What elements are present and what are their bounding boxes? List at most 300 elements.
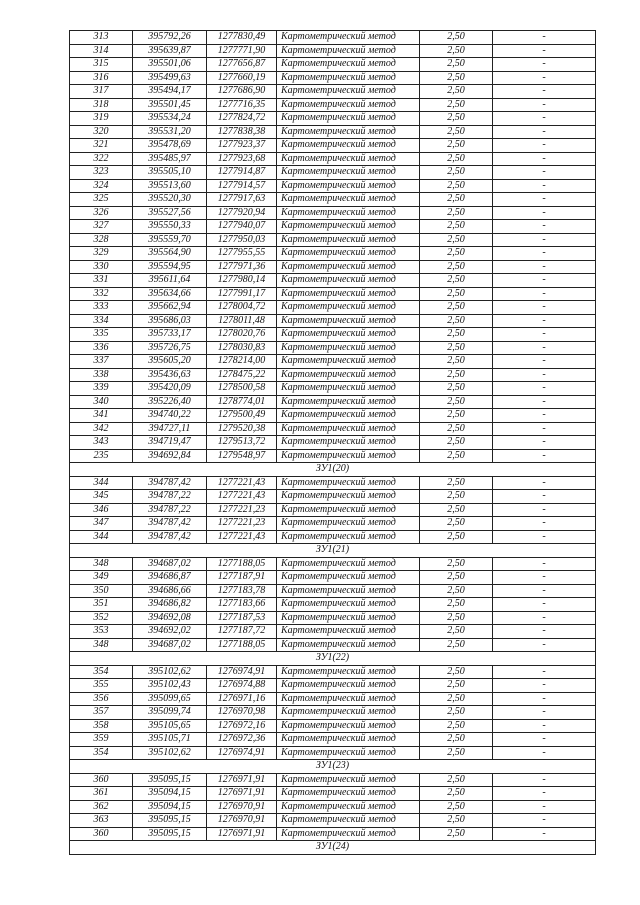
- extra-cell: -: [493, 449, 596, 463]
- table-row: [70, 220, 596, 234]
- y-coordinate-cell: 1279520,38: [207, 422, 277, 436]
- method-cell: Картометрический метод: [277, 85, 420, 99]
- x-coordinate-cell: 394740,22: [133, 409, 207, 423]
- document-page: [69, 30, 596, 855]
- extra-cell: -: [493, 260, 596, 274]
- x-coordinate-cell: 395686,03: [133, 314, 207, 328]
- accuracy-cell: 2,50: [420, 530, 493, 544]
- x-coordinate-cell: 395102,62: [133, 665, 207, 679]
- x-coordinate-cell: 395105,65: [133, 719, 207, 733]
- point-number-cell: 343: [70, 436, 133, 450]
- extra-cell: -: [493, 233, 596, 247]
- x-coordinate-cell: 394787,42: [133, 476, 207, 490]
- method-cell: Картометрический метод: [277, 355, 420, 369]
- x-coordinate-cell: 395726,75: [133, 341, 207, 355]
- method-cell: Картометрический метод: [277, 341, 420, 355]
- table-row: [70, 341, 596, 355]
- x-coordinate-cell: 394687,02: [133, 557, 207, 571]
- method-cell: Картометрический метод: [277, 31, 420, 45]
- accuracy-cell: 2,50: [420, 220, 493, 234]
- extra-cell: -: [493, 679, 596, 693]
- y-coordinate-cell: 1277920,94: [207, 206, 277, 220]
- method-cell: Картометрический метод: [277, 814, 420, 828]
- accuracy-cell: 2,50: [420, 625, 493, 639]
- y-coordinate-cell: 1277771,90: [207, 44, 277, 58]
- accuracy-cell: 2,50: [420, 733, 493, 747]
- x-coordinate-cell: 395420,09: [133, 382, 207, 396]
- point-number-cell: 341: [70, 409, 133, 423]
- table-row: [70, 233, 596, 247]
- accuracy-cell: 2,50: [420, 422, 493, 436]
- table-row: [70, 814, 596, 828]
- point-number-cell: 340: [70, 395, 133, 409]
- accuracy-cell: 2,50: [420, 125, 493, 139]
- extra-cell: -: [493, 814, 596, 828]
- y-coordinate-cell: 1277187,91: [207, 571, 277, 585]
- table-row: [70, 611, 596, 625]
- table-row: [70, 436, 596, 450]
- extra-cell: -: [493, 773, 596, 787]
- method-cell: Картометрический метод: [277, 112, 420, 126]
- y-coordinate-cell: 1276974,91: [207, 746, 277, 760]
- accuracy-cell: 2,50: [420, 58, 493, 72]
- method-cell: Картометрический метод: [277, 382, 420, 396]
- extra-cell: -: [493, 557, 596, 571]
- y-coordinate-cell: 1277183,66: [207, 598, 277, 612]
- method-cell: Картометрический метод: [277, 422, 420, 436]
- y-coordinate-cell: 1276971,16: [207, 692, 277, 706]
- method-cell: Картометрический метод: [277, 247, 420, 261]
- accuracy-cell: 2,50: [420, 179, 493, 193]
- x-coordinate-cell: 395499,63: [133, 71, 207, 85]
- point-number-cell: 353: [70, 625, 133, 639]
- extra-cell: -: [493, 58, 596, 72]
- extra-cell: -: [493, 476, 596, 490]
- method-cell: Картометрический метод: [277, 490, 420, 504]
- table-row: [70, 800, 596, 814]
- y-coordinate-cell: 1277221,43: [207, 476, 277, 490]
- point-number-cell: 322: [70, 152, 133, 166]
- point-number-cell: 346: [70, 503, 133, 517]
- table-row: [70, 274, 596, 288]
- point-number-cell: 345: [70, 490, 133, 504]
- x-coordinate-cell: 395564,90: [133, 247, 207, 261]
- x-coordinate-cell: 394686,66: [133, 584, 207, 598]
- accuracy-cell: 2,50: [420, 44, 493, 58]
- point-number-cell: 337: [70, 355, 133, 369]
- x-coordinate-cell: 395501,45: [133, 98, 207, 112]
- extra-cell: -: [493, 733, 596, 747]
- point-number-cell: 357: [70, 706, 133, 720]
- method-cell: Картометрический метод: [277, 611, 420, 625]
- x-coordinate-cell: 395792,26: [133, 31, 207, 45]
- extra-cell: -: [493, 827, 596, 841]
- y-coordinate-cell: 1277955,55: [207, 247, 277, 261]
- y-coordinate-cell: 1278214,00: [207, 355, 277, 369]
- y-coordinate-cell: 1278020,76: [207, 328, 277, 342]
- table-row: [70, 395, 596, 409]
- x-coordinate-cell: 395105,71: [133, 733, 207, 747]
- y-coordinate-cell: 1277940,07: [207, 220, 277, 234]
- point-number-cell: 360: [70, 773, 133, 787]
- point-number-cell: 333: [70, 301, 133, 315]
- extra-cell: -: [493, 220, 596, 234]
- table-row: [70, 679, 596, 693]
- accuracy-cell: 2,50: [420, 517, 493, 531]
- point-number-cell: 327: [70, 220, 133, 234]
- extra-cell: -: [493, 409, 596, 423]
- point-number-cell: 352: [70, 611, 133, 625]
- point-number-cell: 355: [70, 679, 133, 693]
- extra-cell: -: [493, 71, 596, 85]
- y-coordinate-cell: 1276971,91: [207, 787, 277, 801]
- table-row: [70, 382, 596, 396]
- y-coordinate-cell: 1277188,05: [207, 638, 277, 652]
- x-coordinate-cell: 394787,22: [133, 503, 207, 517]
- extra-cell: -: [493, 517, 596, 531]
- x-coordinate-cell: 394692,08: [133, 611, 207, 625]
- section-header-row: [70, 544, 596, 558]
- extra-cell: -: [493, 139, 596, 153]
- x-coordinate-cell: 394787,42: [133, 517, 207, 531]
- table-row: [70, 179, 596, 193]
- method-cell: Картометрический метод: [277, 368, 420, 382]
- point-number-cell: 335: [70, 328, 133, 342]
- x-coordinate-cell: 395102,43: [133, 679, 207, 693]
- extra-cell: -: [493, 287, 596, 301]
- y-coordinate-cell: 1277923,68: [207, 152, 277, 166]
- accuracy-cell: 2,50: [420, 301, 493, 315]
- table-row: [70, 206, 596, 220]
- method-cell: Картометрический метод: [277, 125, 420, 139]
- extra-cell: -: [493, 787, 596, 801]
- y-coordinate-cell: 1278475,22: [207, 368, 277, 382]
- table-row: [70, 44, 596, 58]
- y-coordinate-cell: 1276971,91: [207, 773, 277, 787]
- y-coordinate-cell: 1277824,72: [207, 112, 277, 126]
- point-number-cell: 362: [70, 800, 133, 814]
- y-coordinate-cell: 1277221,43: [207, 490, 277, 504]
- extra-cell: -: [493, 584, 596, 598]
- table-row: [70, 125, 596, 139]
- x-coordinate-cell: 395436,63: [133, 368, 207, 382]
- accuracy-cell: 2,50: [420, 827, 493, 841]
- extra-cell: -: [493, 274, 596, 288]
- accuracy-cell: 2,50: [420, 112, 493, 126]
- x-coordinate-cell: 395226,40: [133, 395, 207, 409]
- point-number-cell: 325: [70, 193, 133, 207]
- accuracy-cell: 2,50: [420, 746, 493, 760]
- x-coordinate-cell: 395102,62: [133, 746, 207, 760]
- y-coordinate-cell: 1277221,23: [207, 517, 277, 531]
- y-coordinate-cell: 1278004,72: [207, 301, 277, 315]
- accuracy-cell: 2,50: [420, 152, 493, 166]
- method-cell: Картометрический метод: [277, 449, 420, 463]
- extra-cell: -: [493, 598, 596, 612]
- y-coordinate-cell: 1277660,19: [207, 71, 277, 85]
- y-coordinate-cell: 1277716,35: [207, 98, 277, 112]
- method-cell: Картометрический метод: [277, 409, 420, 423]
- y-coordinate-cell: 1279513,72: [207, 436, 277, 450]
- method-cell: Картометрический метод: [277, 571, 420, 585]
- extra-cell: -: [493, 571, 596, 585]
- table-row: [70, 422, 596, 436]
- table-row: [70, 490, 596, 504]
- y-coordinate-cell: 1277914,57: [207, 179, 277, 193]
- point-number-cell: 334: [70, 314, 133, 328]
- method-cell: Картометрический метод: [277, 530, 420, 544]
- x-coordinate-cell: 394687,02: [133, 638, 207, 652]
- y-coordinate-cell: 1278774,01: [207, 395, 277, 409]
- accuracy-cell: 2,50: [420, 787, 493, 801]
- y-coordinate-cell: 1277656,87: [207, 58, 277, 72]
- point-number-cell: 350: [70, 584, 133, 598]
- point-number-cell: 363: [70, 814, 133, 828]
- extra-cell: -: [493, 206, 596, 220]
- extra-cell: -: [493, 436, 596, 450]
- point-number-cell: 344: [70, 530, 133, 544]
- method-cell: Картометрический метод: [277, 827, 420, 841]
- table-row: [70, 152, 596, 166]
- method-cell: Картометрический метод: [277, 719, 420, 733]
- table-row: [70, 746, 596, 760]
- accuracy-cell: 2,50: [420, 166, 493, 180]
- table-row: [70, 517, 596, 531]
- table-row: [70, 260, 596, 274]
- method-cell: Картометрический метод: [277, 638, 420, 652]
- x-coordinate-cell: 395559,70: [133, 233, 207, 247]
- table-row: [70, 733, 596, 747]
- method-cell: Картометрический метод: [277, 679, 420, 693]
- accuracy-cell: 2,50: [420, 503, 493, 517]
- x-coordinate-cell: 395505,10: [133, 166, 207, 180]
- table-row: [70, 625, 596, 639]
- section-header-row: [70, 652, 596, 666]
- y-coordinate-cell: 1277914,87: [207, 166, 277, 180]
- extra-cell: -: [493, 179, 596, 193]
- table-row: [70, 584, 596, 598]
- coordinates-table-body: [70, 31, 596, 855]
- extra-cell: -: [493, 706, 596, 720]
- y-coordinate-cell: 1278011,48: [207, 314, 277, 328]
- method-cell: Картометрический метод: [277, 800, 420, 814]
- accuracy-cell: 2,50: [420, 800, 493, 814]
- accuracy-cell: 2,50: [420, 139, 493, 153]
- y-coordinate-cell: 1277971,36: [207, 260, 277, 274]
- point-number-cell: 331: [70, 274, 133, 288]
- point-number-cell: 348: [70, 638, 133, 652]
- point-number-cell: 336: [70, 341, 133, 355]
- accuracy-cell: 2,50: [420, 314, 493, 328]
- y-coordinate-cell: 1277917,63: [207, 193, 277, 207]
- accuracy-cell: 2,50: [420, 719, 493, 733]
- point-number-cell: 348: [70, 557, 133, 571]
- y-coordinate-cell: 1277221,43: [207, 530, 277, 544]
- method-cell: Картометрический метод: [277, 557, 420, 571]
- point-number-cell: 356: [70, 692, 133, 706]
- accuracy-cell: 2,50: [420, 341, 493, 355]
- table-row: [70, 598, 596, 612]
- table-row: [70, 85, 596, 99]
- extra-cell: -: [493, 638, 596, 652]
- method-cell: Картометрический метод: [277, 584, 420, 598]
- point-number-cell: 330: [70, 260, 133, 274]
- point-number-cell: 313: [70, 31, 133, 45]
- x-coordinate-cell: 395099,65: [133, 692, 207, 706]
- x-coordinate-cell: 395099,74: [133, 706, 207, 720]
- method-cell: Картометрический метод: [277, 260, 420, 274]
- point-number-cell: 315: [70, 58, 133, 72]
- method-cell: Картометрический метод: [277, 746, 420, 760]
- accuracy-cell: 2,50: [420, 206, 493, 220]
- x-coordinate-cell: 395485,97: [133, 152, 207, 166]
- y-coordinate-cell: 1277187,72: [207, 625, 277, 639]
- table-row: [70, 571, 596, 585]
- point-number-cell: 359: [70, 733, 133, 747]
- x-coordinate-cell: 395094,15: [133, 800, 207, 814]
- method-cell: Картометрический метод: [277, 220, 420, 234]
- table-row: [70, 827, 596, 841]
- table-row: [70, 368, 596, 382]
- accuracy-cell: 2,50: [420, 814, 493, 828]
- method-cell: Картометрический метод: [277, 706, 420, 720]
- table-row: [70, 355, 596, 369]
- table-row: [70, 787, 596, 801]
- accuracy-cell: 2,50: [420, 247, 493, 261]
- method-cell: Картометрический метод: [277, 625, 420, 639]
- method-cell: Картометрический метод: [277, 787, 420, 801]
- point-number-cell: 347: [70, 517, 133, 531]
- x-coordinate-cell: 395095,15: [133, 814, 207, 828]
- point-number-cell: 361: [70, 787, 133, 801]
- x-coordinate-cell: 394719,47: [133, 436, 207, 450]
- point-number-cell: 235: [70, 449, 133, 463]
- extra-cell: -: [493, 746, 596, 760]
- table-row: [70, 773, 596, 787]
- y-coordinate-cell: 1277187,53: [207, 611, 277, 625]
- extra-cell: -: [493, 692, 596, 706]
- table-row: [70, 112, 596, 126]
- extra-cell: -: [493, 490, 596, 504]
- accuracy-cell: 2,50: [420, 449, 493, 463]
- point-number-cell: 358: [70, 719, 133, 733]
- extra-cell: -: [493, 85, 596, 99]
- accuracy-cell: 2,50: [420, 193, 493, 207]
- y-coordinate-cell: 1276970,91: [207, 800, 277, 814]
- table-row: [70, 557, 596, 571]
- y-coordinate-cell: 1277830,49: [207, 31, 277, 45]
- extra-cell: -: [493, 625, 596, 639]
- point-number-cell: 314: [70, 44, 133, 58]
- y-coordinate-cell: 1276972,16: [207, 719, 277, 733]
- accuracy-cell: 2,50: [420, 692, 493, 706]
- accuracy-cell: 2,50: [420, 584, 493, 598]
- point-number-cell: 339: [70, 382, 133, 396]
- method-cell: Картометрический метод: [277, 517, 420, 531]
- accuracy-cell: 2,50: [420, 476, 493, 490]
- accuracy-cell: 2,50: [420, 274, 493, 288]
- table-row: [70, 449, 596, 463]
- y-coordinate-cell: 1277950,03: [207, 233, 277, 247]
- extra-cell: -: [493, 166, 596, 180]
- table-row: [70, 638, 596, 652]
- x-coordinate-cell: 395733,17: [133, 328, 207, 342]
- extra-cell: -: [493, 247, 596, 261]
- section-title: ЗУ1(23): [70, 760, 596, 774]
- method-cell: Картометрический метод: [277, 692, 420, 706]
- method-cell: Картометрический метод: [277, 98, 420, 112]
- method-cell: Картометрический метод: [277, 206, 420, 220]
- accuracy-cell: 2,50: [420, 71, 493, 85]
- y-coordinate-cell: 1278500,58: [207, 382, 277, 396]
- point-number-cell: 317: [70, 85, 133, 99]
- y-coordinate-cell: 1276974,88: [207, 679, 277, 693]
- method-cell: Картометрический метод: [277, 193, 420, 207]
- section-header-row: [70, 463, 596, 477]
- point-number-cell: 328: [70, 233, 133, 247]
- point-number-cell: 329: [70, 247, 133, 261]
- method-cell: Картометрический метод: [277, 233, 420, 247]
- extra-cell: -: [493, 152, 596, 166]
- method-cell: Картометрический метод: [277, 71, 420, 85]
- section-title: ЗУ1(20): [70, 463, 596, 477]
- extra-cell: -: [493, 341, 596, 355]
- accuracy-cell: 2,50: [420, 31, 493, 45]
- point-number-cell: 318: [70, 98, 133, 112]
- table-row: [70, 139, 596, 153]
- point-number-cell: 349: [70, 571, 133, 585]
- table-row: [70, 476, 596, 490]
- y-coordinate-cell: 1277188,05: [207, 557, 277, 571]
- accuracy-cell: 2,50: [420, 287, 493, 301]
- x-coordinate-cell: 395639,87: [133, 44, 207, 58]
- point-number-cell: 338: [70, 368, 133, 382]
- x-coordinate-cell: 395095,15: [133, 773, 207, 787]
- extra-cell: -: [493, 314, 596, 328]
- x-coordinate-cell: 395550,33: [133, 220, 207, 234]
- table-row: [70, 706, 596, 720]
- accuracy-cell: 2,50: [420, 260, 493, 274]
- x-coordinate-cell: 394692,84: [133, 449, 207, 463]
- y-coordinate-cell: 1277980,14: [207, 274, 277, 288]
- table-row: [70, 409, 596, 423]
- x-coordinate-cell: 394727,11: [133, 422, 207, 436]
- coordinates-table: [69, 30, 596, 855]
- table-row: [70, 503, 596, 517]
- point-number-cell: 323: [70, 166, 133, 180]
- table-row: [70, 692, 596, 706]
- x-coordinate-cell: 395534,24: [133, 112, 207, 126]
- point-number-cell: 321: [70, 139, 133, 153]
- method-cell: Картометрический метод: [277, 476, 420, 490]
- point-number-cell: 326: [70, 206, 133, 220]
- x-coordinate-cell: 395527,56: [133, 206, 207, 220]
- extra-cell: -: [493, 382, 596, 396]
- extra-cell: -: [493, 44, 596, 58]
- table-row: [70, 530, 596, 544]
- accuracy-cell: 2,50: [420, 611, 493, 625]
- method-cell: Картометрический метод: [277, 274, 420, 288]
- method-cell: Картометрический метод: [277, 733, 420, 747]
- table-row: [70, 193, 596, 207]
- table-row: [70, 98, 596, 112]
- x-coordinate-cell: 394692,02: [133, 625, 207, 639]
- table-row: [70, 287, 596, 301]
- y-coordinate-cell: 1279500,49: [207, 409, 277, 423]
- method-cell: Картометрический метод: [277, 436, 420, 450]
- accuracy-cell: 2,50: [420, 382, 493, 396]
- x-coordinate-cell: 394686,87: [133, 571, 207, 585]
